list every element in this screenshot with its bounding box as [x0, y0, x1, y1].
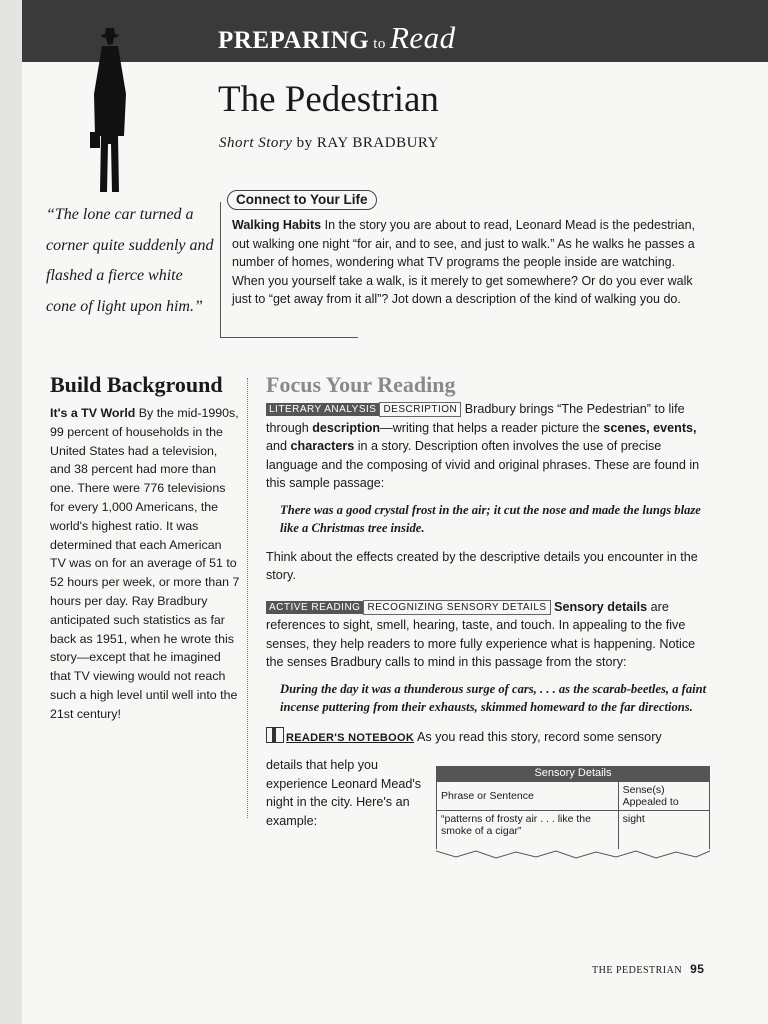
section-kicker — [218, 20, 456, 56]
build-heading: Build Background — [50, 372, 223, 397]
notebook-icon — [266, 727, 284, 743]
notebook-text: As you read this story, record some sensory — [416, 729, 662, 744]
pull-quote: “The lone car turned a corner quite suddenly and flashed a fierce white cone of light upon him.” — [46, 206, 214, 315]
connect-lead: Walking Habits — [232, 218, 322, 232]
lit-text-2: —writing that helps a reader picture the — [380, 420, 600, 435]
story-title: The Pedestrian — [218, 79, 439, 120]
connect-frame-bottom — [220, 337, 358, 338]
connect-box — [218, 190, 700, 340]
table-torn-edge — [436, 849, 710, 861]
ar-lead: Sensory details — [554, 599, 648, 614]
build-lead: It's a TV World — [50, 406, 136, 420]
active-reading-tag: ACTIVE READING — [266, 601, 363, 614]
table-row — [437, 811, 710, 850]
description-tag: DESCRIPTION — [379, 402, 461, 417]
lit-text-1: Bradbury brings “The Pedestrian” to life through — [266, 402, 685, 435]
lit-text-4: in a story. Description often involves the use of precise language and the composing of vivid and original phrases. These are found in this sample passage: — [266, 439, 700, 490]
running-title: THE PEDESTRIAN — [592, 965, 683, 976]
column-divider — [247, 378, 248, 818]
connect-text: In the story you are about to read, Leonard Mead is the pedestrian, out walking one night “for air, and to see, and just to walk.” As he walks he passes a number of homes, wondering what TV programs the people inside are watching. When you yourself take a walk, is it merely to get somewhere? Or do you ever walk just to “get away from it all”? Jot down a description of the kind of walking you do. — [232, 218, 695, 306]
sensory-details-tag: RECOGNIZING SENSORY DETAILS — [363, 600, 550, 615]
focus-section — [266, 372, 716, 747]
excerpt-frost: There was a good crystal frost in the air; it cut the nose and made the lungs blaze like a Christmas tree inside. — [280, 502, 701, 535]
lit-text-3: and — [266, 439, 288, 453]
table — [436, 781, 710, 849]
table-header: Sense(s) Appealed to — [618, 782, 709, 811]
lit-term-characters: characters — [290, 439, 355, 453]
think-paragraph: Think about the effects created by the descriptive details you encounter in the story. — [266, 549, 698, 582]
build-background — [50, 372, 240, 724]
table-header: Phrase or Sentence — [437, 782, 619, 811]
focus-heading: Focus Your Reading — [266, 372, 456, 397]
notebook-line — [266, 727, 716, 748]
lit-term-scenes-events: scenes, events, — [603, 420, 697, 435]
excerpt-cars: During the day it was a thunderous surge of cars, . . . as the scarab-beetles, a faint incense puttering from their exhausts, skimmed homeward to the far directions. — [280, 681, 707, 714]
page-edge — [0, 0, 22, 1024]
build-paragraph — [50, 404, 240, 724]
kicker-script: Read — [389, 20, 456, 55]
pedestrian-silhouette-icon — [84, 24, 136, 194]
kicker-text: PREPARING — [218, 27, 370, 54]
byline — [219, 135, 439, 152]
build-text: By the mid-1990s, 99 percent of households in the United States had a television, and 38 percent had more than one. There were 776 televisions for every 1,000 Americans, the world's highest ratio. It was determined that each American TV was on for an average of 51 to 52 hours per week, or more than 7 hours per day. Ray Bradbury anticipated such statistics as far back as 1951, when he wrote this story—except that he imagined that TV viewing would not reach such a high level until well into the 21st century! — [50, 406, 240, 721]
sensory-details-table — [436, 766, 710, 861]
genre-label: Short Story — [219, 135, 293, 151]
connect-frame — [220, 202, 222, 338]
table-cell: “patterns of frosty air . . . like the smoke of a cigar” — [437, 811, 619, 850]
page-footer — [592, 962, 704, 976]
page-number: 95 — [690, 962, 705, 976]
active-reading-paragraph — [266, 598, 716, 672]
notebook-continuation: details that help you experience Leonard Mead's night in the city. Here's an example: — [266, 758, 422, 828]
table-header-row — [437, 782, 710, 811]
connect-label: Connect to Your Life — [227, 190, 377, 210]
ar-text: are references to sight, smell, hearing, taste, and touch. In appealing to the five senses, they help readers to more fully experience what is happening. Notice the senses Bradbury calls to mind in this passage from the story: — [266, 599, 696, 669]
notebook-label: READER'S NOTEBOOK — [286, 731, 415, 744]
table-cell: sight — [618, 811, 709, 850]
connect-body — [232, 216, 700, 309]
table-caption: Sensory Details — [436, 766, 710, 781]
literary-analysis-paragraph — [266, 400, 716, 493]
author-line: by RAY BRADBURY — [296, 135, 439, 151]
kicker-to: to — [373, 36, 386, 52]
lit-term-description: description — [312, 420, 381, 435]
literary-analysis-tag: LITERARY ANALYSIS — [266, 403, 379, 416]
